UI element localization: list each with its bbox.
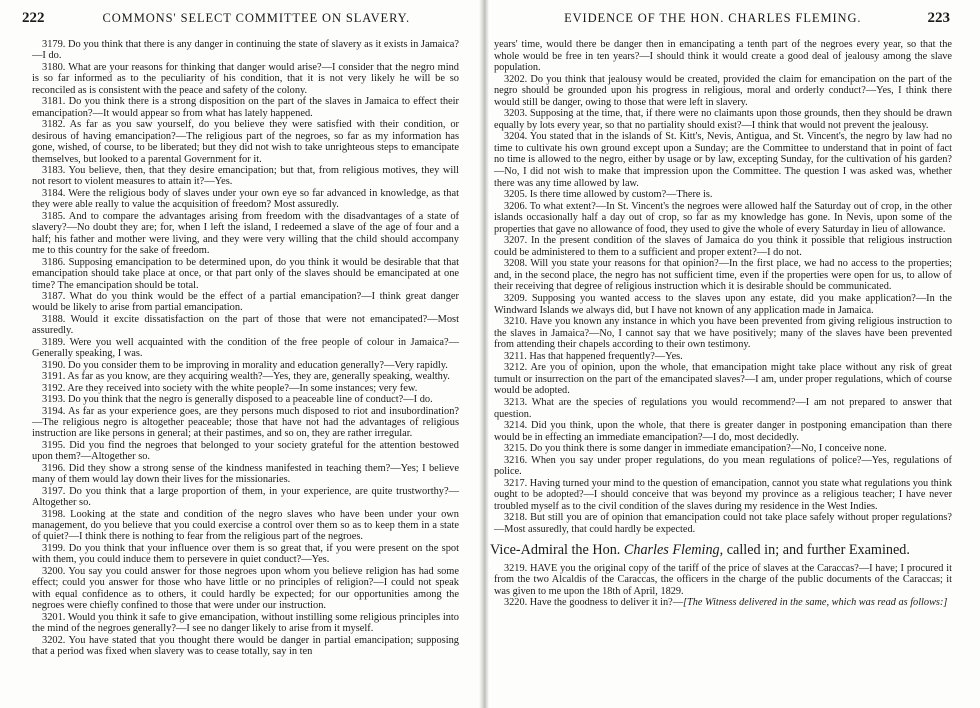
question-paragraph: 3202. You have stated that you thought there would be danger in partial emancipation; supposing that a period was fixed when slavery was to cease totally, say in ten bbox=[32, 634, 459, 658]
right-page-body bbox=[490, 39, 952, 609]
editorial-remark: [The Witness delivered in the same, which was read as follows:] bbox=[683, 597, 948, 609]
right-page-header bbox=[498, 10, 950, 30]
question-paragraph: 3206. To what extent?—In St. Vincent's the negroes were allowed half the Saturday out of crop, in the other islands occasionally half a day out of crop, so far as my knowledge has gone. In Nevis, upon some of the properties that gave no allowance of food, they used to give the whole of every Saturday in lieu of allowance. bbox=[494, 200, 952, 235]
question-paragraph: 3181. Do you think there is a strong disposition on the part of the slaves in Jamaica to effect their emancipation?—It would appear so from what has lately happened. bbox=[32, 96, 459, 119]
page-number: 222 bbox=[22, 10, 45, 26]
question-paragraph: 3216. When you say under proper regulations, do you mean regulations of police?—Yes, regulations of police. bbox=[494, 454, 952, 478]
question-paragraph: 3209. Supposing you wanted access to the slaves upon any estate, did you make application?—In the Windward Islands we always did, but I have not known of any application made in Jamaica. bbox=[494, 293, 952, 316]
question-paragraph: 3215. Do you think there is some danger in immediate emancipation?—No, I conceive none. bbox=[504, 443, 887, 455]
question-paragraph: 3190. Do you consider them to be improving in morality and education generally?—Very rapidly. bbox=[42, 359, 448, 371]
question-paragraph: 3188. Would it excite dissatisfaction on the part of those that were not emancipated?—Most assuredly. bbox=[32, 313, 459, 337]
question-paragraph: 3220. Have the goodness to deliver it in?—[The Witness delivered in the same, which was read as follows:] bbox=[504, 597, 948, 609]
question-paragraph: 3202. Do you think that jealousy would be created, provided the claim for emancipation on the part of the negro should be grounded upon his progress in religious, moral and orderly conduct?—Yes, I think there would still be danger, owing to those that were left in slavery. bbox=[494, 73, 952, 108]
question-paragraph: 3179. Do you think that there is any danger in continuing the state of slavery as it exists in Jamaica?—I do. bbox=[32, 39, 459, 62]
question-paragraph: 3210. Have you known any instance in which you have been prevented from giving religious instruction to the slaves in Jamaica?—No, I cannot say that we have positively; many of the slaves have been prevented from attending their chapels according to their own testimony. bbox=[494, 316, 952, 351]
witness-heading: Vice-Admiral the Hon. Charles Fleming, called in; and further Examined. bbox=[490, 541, 910, 558]
continued-paragraph: years' time, would there be danger then in emancipating a tenth part of the negroes every year, so that the whole would be free in ten years?—I should think it would create a good deal of jealousy among the slave population. bbox=[494, 39, 952, 74]
question-list bbox=[494, 563, 952, 598]
question-paragraph: 3203. Supposing at the time, that, if there were no claimants upon those grounds, then they should be drawn equally by lots every year, so that no partiality should exist?—I think that would not prevent the jealousy. bbox=[494, 108, 952, 131]
question-paragraph: 3194. As far as your experience goes, are they persons much disposed to riot and insubordination?—The religious negro is altogether peaceable; those that have not had the advantages of religious instruction are like persons in general; at their pastimes, and so on, they are rather irregular. bbox=[32, 405, 459, 440]
question-paragraph: 3186. Supposing emancipation to be determined upon, do you think it would be desirable that that emancipation should take place at once, or that part only of the slaves should be emancipated at one time? The emancipation should be total. bbox=[32, 256, 459, 291]
question-paragraph: 3208. Will you state your reasons for that opinion?—In the first place, we had no access to the properties; and, in the second place, the negro has not sufficient time, even if the properties were open for us, to allow of their receiving that degree of religious instruction which it is desirable should be communicated. bbox=[494, 258, 952, 293]
question-paragraph: 3191. As far as you know, are they acquiring wealth?—Yes, they are, generally speaking, wealthy. bbox=[42, 371, 450, 383]
question-paragraph: 3204. You stated that in the islands of St. Kitt's, Nevis, Antigua, and St. Vincent's, the negro by law had no time to cultivate his own ground except upon a Sunday; are the Committee to understand that in point of fact no time is allowed to the negro, either by usage or by law, excepting Sunday, for the cultivation of his garden?—No, I did not wish to make that impression upon the Committee. The question I was asked was, whether there was any time allowed by law. bbox=[494, 131, 952, 189]
question-paragraph: 3213. What are the species of regulations you would recommend?—I am not prepared to answer that question. bbox=[494, 396, 952, 420]
question-paragraph: 3207. In the present condition of the slaves of Jamaica do you think it possible that religious instruction could be administered to them to a sufficient and proper extent?—I do not. bbox=[494, 235, 952, 258]
question-paragraph: 3211. Has that happened frequently?—Yes. bbox=[504, 350, 683, 362]
question-paragraph: 3197. Do you think that a large proportion of them, in your experience, are quite trustworthy?—Altogether so. bbox=[32, 485, 459, 509]
question-paragraph: 3185. And to compare the advantages arising from freedom with the disadvantages of a state of slavery?—No doubt they are; for, when I left the island, I redeemed a slave of the age of four and a half; his father and mother were living, and they were very willing that the child should accompany me to this country for the sake of freedom. bbox=[32, 210, 459, 257]
running-head: EVIDENCE OF THE HON. CHARLES FLEMING. bbox=[564, 11, 862, 25]
left-page-header bbox=[22, 10, 468, 30]
question-paragraph: 3212. Are you of opinion, upon the whole, that emancipation might take place without any risk of great tumult or insurrection on the part of the emancipated slaves?—I am, under proper regulations, which of course would be adopted. bbox=[494, 362, 952, 397]
question-paragraph: 3192. Are they received into society with the white people?—In some instances; very few. bbox=[42, 382, 418, 394]
question-paragraph: 3180. What are your reasons for thinking that danger would arise?—I consider that the negro mind is so far informed as to the peculiarity of his condition, that it is not very likely he will be so reconciled as is consistent with the peace and safety of the colony. bbox=[32, 61, 459, 96]
left-page-body bbox=[32, 39, 459, 657]
question-paragraph: 3200. You say you could answer for those negroes upon whom you believe religion has had some effect; could you answer for those who have little or no principles of religion?—I could not speak with equal confidence as to others, it could hardly be expected; for our opportunities among the negroes were chiefly confined to those that were under our instruction. bbox=[32, 565, 459, 612]
question-paragraph: 3205. Is there time allowed by custom?—There is. bbox=[504, 189, 713, 201]
question-paragraph: 3218. But still you are of opinion that emancipation could not take place safely without proper regulations?—Most assuredly, that could hardly be expected. bbox=[494, 512, 952, 535]
question-paragraph: 3198. Looking at the state and condition of the negro slaves who have been under your own management, do you believe that you could exercise a control over them so as to keep them in a state of quiet?—I think there is nothing to fear from the religious part of the negroes. bbox=[32, 508, 459, 543]
question-paragraph: 3201. Would you think it safe to give emancipation, without instilling some religious principles into the mind of the negroes generally?—I see no danger likely to arise from it myself. bbox=[32, 611, 459, 635]
question-paragraph: 3189. Were you well acquainted with the condition of the free people of colour in Jamaica?—Generally speaking, I was. bbox=[32, 336, 459, 360]
witness-name: Charles Fleming bbox=[623, 541, 720, 558]
question-list bbox=[494, 74, 952, 536]
question-paragraph: 3217. Having turned your mind to the question of emancipation, cannot you state what regulations you think ought to be adopted?—I should conceive that was beyond my province as a religious teacher; I have never troubled myself as to the civil condition of the slaves during my residence in the West Indies. bbox=[494, 477, 952, 512]
question-paragraph: 3196. Did they show a strong sense of the kindness manifested in teaching them?—Yes; I believe many of them would lay down their lives for the missionaries. bbox=[32, 462, 459, 486]
question-paragraph: 3193. Do you think that the negro is generally disposed to a peaceable line of conduct?—I do. bbox=[42, 394, 433, 406]
question-paragraph: 3187. What do you think would be the effect of a partial emancipation?—I think great danger would be likely to arise from partial emancipation. bbox=[32, 290, 459, 314]
question-paragraph: 3184. Were the religious body of slaves under your own eye so far advanced in knowledge, as that they were able really to value the acquisition of freedom? Most assuredly. bbox=[32, 187, 459, 211]
question-paragraph: 3199. Do you think that your influence over them is so great that, if you were present on the spot with them, you could induce them to persevere in quiet conduct?—Yes. bbox=[32, 542, 459, 566]
question-paragraph: 3219. HAVE you the original copy of the tariff of the price of slaves at the Caraccas?—I have; I procured it from the two Alcaldis of the Caraccas, the officers in the charge of the public documents of the Caraccas; it was given to me upon the 18th of April, 1829. bbox=[494, 562, 952, 597]
question-paragraph: 3182. As far as you saw yourself, do you believe they were satisfied with their condition, or desirous of having emancipation?—The religious part of the negroes, so far as my information has gone, wished, of course, to be liberated; but they did not wish to take unrighteous steps to emancipate themselves, but looked to a parental Government for it. bbox=[32, 119, 459, 165]
left-page bbox=[0, 0, 482, 708]
question-paragraph: 3195. Did you find the negroes that belonged to your society grateful for the attention bestowed upon them?—Altogether so. bbox=[32, 439, 459, 463]
question-paragraph: 3183. You believe, then, that they desire emancipation; but that, from religious motives, they will not resort to violent measures to attain it?—Yes. bbox=[32, 164, 459, 188]
question-paragraph: 3214. Did you think, upon the whole, that there is greater danger in postponing emancipation than there would be in effecting an immediate emancipation?—I do, most decidedly. bbox=[494, 420, 952, 443]
right-page bbox=[486, 0, 980, 708]
page-number: 223 bbox=[927, 10, 950, 26]
running-head: COMMONS' SELECT COMMITTEE ON SLAVERY. bbox=[102, 11, 410, 25]
